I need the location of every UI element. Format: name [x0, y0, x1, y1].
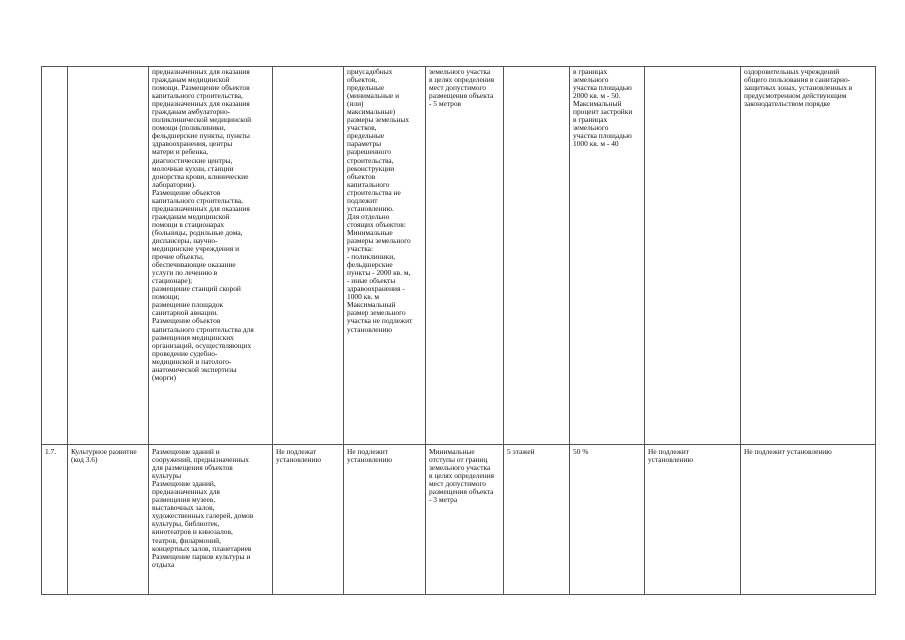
use-name-cell: Культурное развитие (код 3.6) [68, 445, 149, 595]
coverage-cell: 50 % [570, 445, 645, 595]
plot-size-cell: Не подлежит установлению [344, 445, 426, 595]
row-number-cell [42, 67, 68, 445]
plot-size-cell: приусадебных объектов, предельные (минимальные и (или) максимальные) размеры земельных участков, предельные параметры разрешенного строительства, реконструкции объектов капитального строительства не подлежит установлению. Для отдельно стоящих объектов: Минимальные размеры земельного участка: - поликлиники, фельдшерские пункты - 2000 кв. м, - иные объекты здравоохранения - 1000 кв. м Максимальный размер земельного участка не подлежит установлению [344, 67, 426, 445]
auxiliary-use-cell [273, 67, 344, 445]
floors-cell: 5 этажей [504, 445, 570, 595]
row-number-cell: 1.7. [42, 445, 68, 595]
regulations-table [41, 66, 876, 595]
coverage-cell: в границах земельного участка площадью 2000 кв. м - 50. Максимальный процент застройки в границах земельного участка площадью 1000 кв. м - 40 [570, 67, 645, 445]
other-parameters-cell [645, 67, 741, 445]
use-name-cell [68, 67, 149, 445]
other-parameters-cell: Не подлежит установлению [645, 445, 741, 595]
floors-cell [504, 67, 570, 445]
setbacks-cell: Минимальные отступы от границ земельного участка в целях определения мест допустимого размещения объекта - 3 метра [426, 445, 504, 595]
table-row [42, 445, 876, 595]
restrictions-cell: оздоровительных учреждений общего пользования в санитарно- защитных зонах, установленных в предусмотренном действующим законодательством порядке [741, 67, 876, 445]
main-use-cell: предназначенных для оказания гражданам медицинской помощи. Размещение объектов капитального строительства, предназначенных для оказания гражданам амбулаторно- поликлинической медицинской помощи (поликлиники, фельдшерские пункты, пункты здравоохранения, центры матери и ребенка, диагностические центры, молочные кухни, станции донорства крови, клинические лаборатории). Размещение объектов капитального строительства, предназначенных для оказания гражданам медицинской помощи в стационарах (больницы, родильные дома, диспансеры, научно- медицинские учреждения и прочие объекты, обеспечивающие оказание услуги по лечению в стационаре); размещение станций скорой помощи; размещение площадок санитарной авиации. Размещение объектов капитального строительства для размещения медицинских организаций, осуществляющих проведение судебно- медицинской и патолого- анатомической экспертизы (морги) [149, 67, 273, 445]
setbacks-cell: земельного участка в целях определения мест допустимого размещения объекта - 5 метров [426, 67, 504, 445]
auxiliary-use-cell: Не подлежат установлению [273, 445, 344, 595]
restrictions-cell: Не подлежит установлению [741, 445, 876, 595]
table-row [42, 67, 876, 445]
main-use-cell: Размещение зданий и сооружений, предназначенных для размещения объектов культуры Размещение зданий, предназначенных для размещения музеев, выставочных залов, художественных галерей, домов культуры, библиотек, кинотеатров и кинозалов, театров, филармоний, концертных залов, планетариев Размещение парков культуры и отдыха [149, 445, 273, 595]
